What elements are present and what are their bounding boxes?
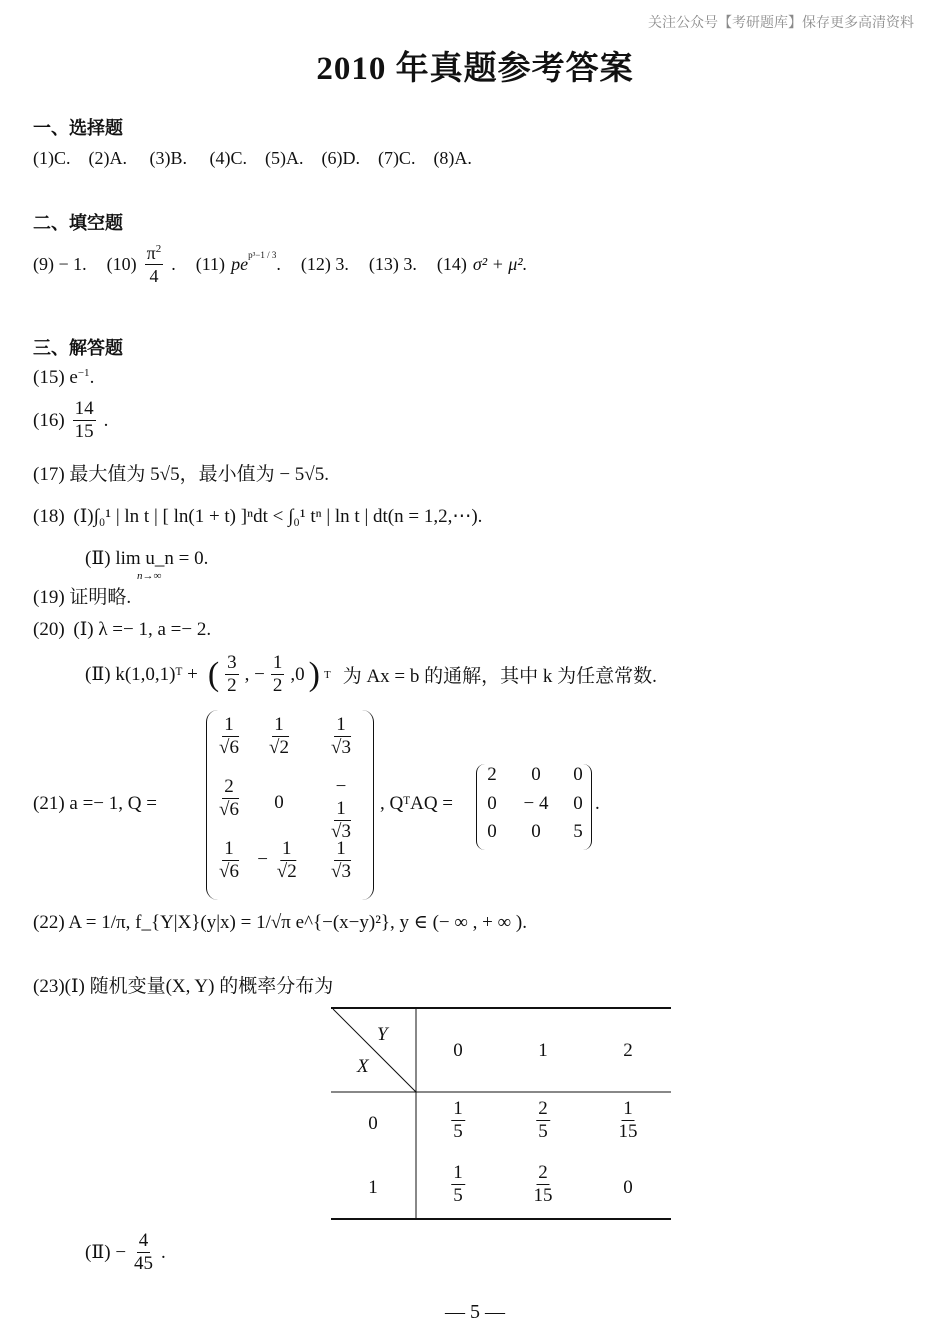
choice-answers: (1)C. (2)A. (3)B. (4)C. (5)A. (6)D. (7)C. (8)A.: [33, 148, 472, 168]
answer-11-label: (11): [195, 254, 226, 274]
answer-20-part1: [33, 618, 211, 642]
answer-18-label: (18): [33, 506, 65, 527]
section-heading-choice: 一、选择题: [33, 118, 123, 139]
answer-18-lim-under: n→∞: [137, 570, 162, 582]
answer-23-part2-fraction: [132, 1230, 155, 1275]
answer-20-frac1-num: 3: [227, 652, 237, 673]
answer-13: (13) 3.: [368, 254, 417, 274]
matrix-q-entry: $\frac{1}{√3}$: [331, 838, 351, 882]
answer-20-frac2: [271, 652, 285, 697]
matrix-q-entry: 0: [274, 792, 284, 813]
answer-15-label: (15): [33, 367, 65, 388]
matrix-d-entry: 0: [531, 821, 541, 842]
answer-20-frac2-num: 1: [272, 652, 283, 673]
matrix-d-entry: 2: [487, 764, 497, 785]
matrix-d-entry: − 4: [523, 793, 549, 814]
matrix-d-entry: 0: [573, 764, 583, 785]
answer-16-fraction: [73, 398, 96, 443]
answer-18-part2-text: (Ⅱ) lim u_n = 0.: [85, 548, 209, 569]
table-prob-cell: $\frac{1}{5}$: [453, 1098, 463, 1142]
matrix-diagonal: [476, 764, 592, 850]
answer-21-mid: , QᵀAQ =: [380, 793, 454, 814]
answer-9: (9) − 1.: [33, 254, 87, 274]
answer-23-part2-den: 45: [134, 1253, 154, 1274]
answer-20-frac1-den: 2: [227, 675, 237, 696]
answer-10-num: π: [146, 243, 156, 263]
answer-16-label: (16): [33, 409, 65, 431]
table-col-header: 1: [538, 1040, 548, 1061]
answer-20-label: (20): [33, 619, 65, 640]
matrix-Q: [206, 710, 374, 900]
answer-16-num: 14: [74, 398, 94, 419]
answer-20-part2: (Ⅱ) k(1,0,1)ᵀ + ( $\frac{3}{2}$ , − $\frac{1}{2}$ ,0 ) T 为 Ax = b 的通解，其中 k 为任意常数.: [85, 652, 657, 696]
table-prob-cell: 0: [623, 1177, 633, 1198]
answer-22-text: (22) A = 1/π, f_{Y|X}(y|x) = 1/√π e^{−(x−y)²}, y ∈ (− ∞ , + ∞ ).: [33, 912, 528, 933]
answer-23-part2: (Ⅱ) − $\frac{4}{45}$ .: [85, 1230, 166, 1274]
answer-10-fraction: [145, 242, 164, 287]
matrix-d-entry: 0: [487, 821, 497, 842]
answer-10-den: 4: [149, 266, 159, 286]
answer-12: (12) 3.: [300, 254, 349, 274]
matrix-q-entry: $\frac{1}{√6}$: [219, 714, 239, 758]
answer-22: [33, 911, 527, 934]
answer-20-part1-text: (Ⅰ) λ =− 1, a =− 2.: [73, 619, 212, 640]
answer-10-exp: 2: [155, 243, 162, 255]
answer-23-part1: (23)(Ⅰ) 随机变量(X, Y) 的概率分布为: [33, 976, 334, 997]
table-prob-cell: $\frac{1}{5}$: [453, 1162, 463, 1206]
answer-23-part2-label: (Ⅱ) −: [85, 1242, 127, 1263]
table-prob-cell: $\frac{2}{5}$: [538, 1098, 548, 1142]
matrix-q-entry: $\frac{1}{√3}$: [331, 714, 351, 758]
answer-11-base: pe: [231, 254, 249, 274]
answer-16: (16) $\frac{14}{15}$ .: [33, 398, 109, 442]
page-number: — 5 —: [445, 1301, 505, 1323]
answer-17: (17) 最大值为 5√5，最小值为 − 5√5.: [33, 464, 329, 485]
matrix-q-entry: $\frac{2}{√6}$: [219, 776, 239, 820]
answer-18-part2: [85, 547, 208, 582]
answer-15-value: e: [69, 367, 78, 388]
matrix-q-entry: − $\frac{1}{√3}$: [331, 776, 351, 842]
answer-19: (19) 证明略.: [33, 587, 132, 608]
answer-20-frac1: [225, 652, 239, 697]
answer-10-label: (10): [106, 254, 137, 274]
section-heading-solve: 三、解答题: [33, 338, 123, 359]
watermark: 关注公众号【考研题库】保存更多高清资料: [648, 16, 914, 31]
answer-20-part2-post: 为 Ax = b 的通解，其中 k 为任意常数.: [342, 666, 657, 687]
answer-20-frac2-den: 2: [272, 675, 283, 696]
section-heading-fill: 二、填空题: [33, 213, 123, 234]
matrix-d-entry: 0: [573, 793, 583, 814]
matrix-q-entry: $\frac{1}{√6}$: [219, 838, 239, 882]
answer-11-exponent: p³−1 / 3: [248, 250, 277, 260]
table-col-header: 2: [623, 1040, 633, 1061]
table-row-header: 0: [368, 1113, 378, 1134]
fill-answers: (9) − 1. (10) $\frac{\pi^2}{4}$ . (11) $pe^{p^3-1 / 3}$. (12) 3. (13) 3. (14) σ² + μ².: [33, 243, 528, 286]
page-title: 2010 年真题参考答案: [316, 51, 634, 87]
answer-15: (15) $e^{-1}$.: [33, 367, 95, 388]
table-prob-cell: $\frac{2}{15}$: [533, 1162, 553, 1206]
answer-20-part2-pre: (Ⅱ) k(1,0,1)ᵀ +: [85, 664, 198, 685]
matrix-d-entry: 5: [573, 821, 583, 842]
matrix-d-entry: 0: [531, 764, 541, 785]
answer-14-label: (14): [436, 254, 467, 274]
answer-14-expr: σ² + μ².: [472, 254, 528, 274]
answer-23-part2-num: 4: [138, 1230, 149, 1251]
matrix-d-entry: 0: [487, 793, 497, 814]
answer-15-exp: −1: [77, 367, 90, 379]
table-col-header: 0: [453, 1040, 463, 1061]
answer-16-den: 15: [74, 421, 94, 442]
answer-21-label: (21) a =− 1, Q =: [33, 793, 157, 814]
answer-18-part1-text: (Ⅰ)∫₀¹ | ln t | [ ln(1 + t) ]ⁿdt < ∫₀¹ tⁿ | ln t | dt(n = 1,2,⋯).: [73, 506, 483, 527]
answer-18-part1: [33, 505, 482, 529]
table-corner-y: Y: [377, 1024, 388, 1045]
table-row-header: 1: [368, 1177, 378, 1198]
answer-11-expr: $pe^{p^3-1 / 3}$.: [231, 250, 281, 274]
table-corner-x: X: [357, 1056, 369, 1077]
matrix-q-entry: − $\frac{1}{√2}$: [257, 838, 297, 882]
table-prob-cell: $\frac{1}{15}$: [618, 1098, 638, 1142]
matrix-q-entry: $\frac{1}{√2}$: [269, 714, 289, 758]
